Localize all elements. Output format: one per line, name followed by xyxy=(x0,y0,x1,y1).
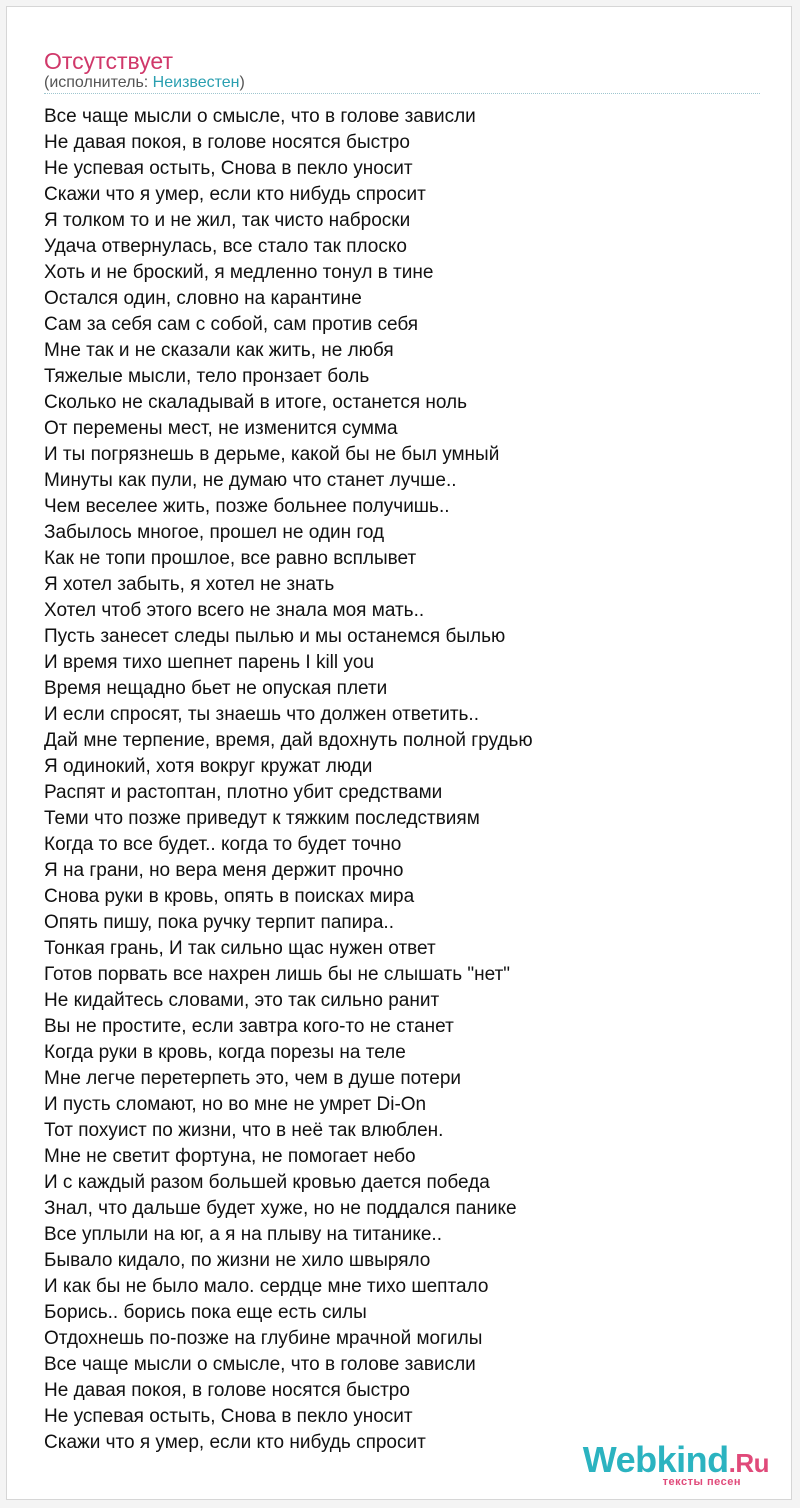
artist-line xyxy=(44,73,245,93)
lyric-line: Когда то все будет.. когда то будет точно xyxy=(44,834,402,855)
artist-suffix: ) xyxy=(239,74,245,91)
lyric-line: Все чаще мысли о смысле, что в голове зависли xyxy=(44,1354,476,1375)
lyric-line: Не успевая остыть, Снова в пекло уносит xyxy=(44,1406,413,1427)
lyric-line: И с каждый разом большей кровью дается победа xyxy=(44,1172,490,1193)
lyric-line: Остался один, словно на карантине xyxy=(44,288,362,309)
lyric-line: Тонкая грань, И так сильно щас нужен ответ xyxy=(44,938,436,959)
lyric-line: Удача отвернулась, все стало так плоско xyxy=(44,236,407,257)
lyric-line: Скажи что я умер, если кто нибудь спросит xyxy=(44,1432,426,1453)
lyric-line: Когда руки в кровь, когда порезы на теле xyxy=(44,1042,406,1063)
lyric-line: Пусть занесет следы пылью и мы останемся былью xyxy=(44,626,506,647)
logo-name: Webkind xyxy=(582,1439,729,1480)
lyric-line: Вы не простите, если завтра кого-то не станет xyxy=(44,1016,454,1037)
lyric-line: Я одинокий, хотя вокруг кружат люди xyxy=(44,756,373,777)
lyric-line: Снова руки в кровь, опять в поисках мира xyxy=(44,886,415,907)
lyric-line: Как не топи прошлое, все равно всплывет xyxy=(44,548,417,569)
lyric-line: Все уплыли на юг, а я на плыву на титанике.. xyxy=(44,1224,442,1245)
lyric-line: Дай мне терпение, время, дай вдохнуть полной грудью xyxy=(44,730,533,751)
song-title: Отсутствует xyxy=(44,48,173,74)
site-logo[interactable] xyxy=(583,1441,769,1488)
lyric-line: Все чаще мысли о смысле, что в голове зависли xyxy=(44,106,476,127)
logo-tld: .Ru xyxy=(728,1448,769,1478)
lyric-line: Хоть и не броский, я медленно тонул в тине xyxy=(44,262,434,283)
lyric-line: Бывало кидало, по жизни не хило швыряло xyxy=(44,1250,431,1271)
lyric-line: Хотел чтоб этого всего не знала моя мать.. xyxy=(44,600,425,621)
lyric-line: Распят и растоптан, плотно убит средствами xyxy=(44,782,443,803)
lyric-line: Готов порвать все нахрен лишь бы не слышать "нет" xyxy=(44,964,511,985)
lyric-line: Скажи что я умер, если кто нибудь спросит xyxy=(44,184,426,205)
lyric-line: Мне так и не сказали как жить, не любя xyxy=(44,340,394,361)
lyric-line: Не кидайтесь словами, это так сильно ранит xyxy=(44,990,440,1011)
lyric-line: Опять пишу, пока ручку терпит папира.. xyxy=(44,912,394,933)
lyric-line: Время нещадно бьет не опуская плети xyxy=(44,678,388,699)
artist-link[interactable]: Неизвестен xyxy=(152,74,240,91)
lyric-line: Мне легче перетерпеть это, чем в душе потери xyxy=(44,1068,461,1089)
lyric-line: От перемены мест, не изменится сумма xyxy=(44,418,398,439)
lyric-line: Я на грани, но вера меня держит прочно xyxy=(44,860,404,881)
lyrics-card xyxy=(6,6,792,1500)
lyric-line: Не успевая остыть, Снова в пекло уносит xyxy=(44,158,413,179)
lyric-line: Минуты как пули, не думаю что станет лучше.. xyxy=(44,470,457,491)
lyric-line: Мне не светит фортуна, не помогает небо xyxy=(44,1146,416,1167)
logo-tagline: тексты песен xyxy=(662,1476,741,1488)
lyric-line: И ты погрязнешь в дерьме, какой бы не был умный xyxy=(44,444,500,465)
title-divider xyxy=(44,93,760,94)
lyric-line: Чем веселее жить, позже больнее получишь.. xyxy=(44,496,450,517)
lyric-line: И если спросят, ты знаешь что должен ответить.. xyxy=(44,704,479,725)
artist-prefix: (исполнитель: xyxy=(44,74,153,91)
lyric-line: Тот похуист по жизни, что в неё так влюблен. xyxy=(44,1120,444,1141)
lyric-line: Я толком то и не жил, так чисто наброски xyxy=(44,210,411,231)
lyric-line: Знал, что дальше будет хуже, но не поддался панике xyxy=(44,1198,517,1219)
lyric-line: Не давая покоя, в голове носятся быстро xyxy=(44,132,410,153)
lyric-line: Сколько не скаладывай в итоге, останется ноль xyxy=(44,392,468,413)
lyric-line: Борись.. борись пока еще есть силы xyxy=(44,1302,367,1323)
lyric-line: Сам за себя сам с собой, сам против себя xyxy=(44,314,419,335)
lyric-line: И время тихо шепнет парень I kill you xyxy=(44,652,375,673)
lyric-line: Теми что позже приведут к тяжким последствиям xyxy=(44,808,480,829)
lyric-line: Отдохнешь по-позже на глубине мрачной могилы xyxy=(44,1328,483,1349)
lyrics-list xyxy=(44,104,533,1456)
lyric-line: Тяжелые мысли, тело пронзает боль xyxy=(44,366,370,387)
lyric-line: Забылось многое, прошел не один год xyxy=(44,522,385,543)
lyric-line: И пусть сломают, но во мне не умрет Di-On xyxy=(44,1094,427,1115)
lyric-line: И как бы не было мало. сердце мне тихо шептало xyxy=(44,1276,489,1297)
lyric-line: Я хотел забыть, я хотел не знать xyxy=(44,574,335,595)
lyric-line: Не давая покоя, в голове носятся быстро xyxy=(44,1380,410,1401)
